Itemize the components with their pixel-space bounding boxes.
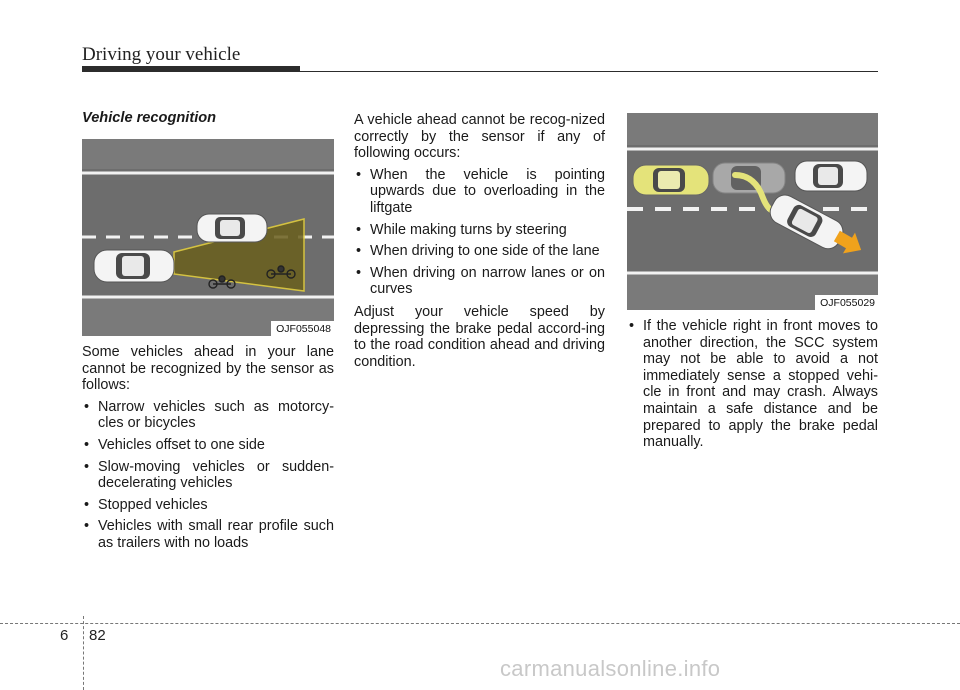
lane-change-figure (627, 113, 878, 310)
intro-paragraph: A vehicle ahead cannot be recog-nized correctly by the sensor if any of following occurs: (354, 112, 605, 162)
list-item: • Vehicles with small rear profile such as trailers with no loads (82, 518, 334, 551)
left-column (82, 110, 334, 127)
closing-paragraph: Adjust your vehicle speed by depressing the brake pedal accord-ing to the road condition ahead and driving condition. (354, 303, 605, 370)
list-item: • If the vehicle right in front moves to another direction, the SCC system may not be able to avoid a not immediately sense a stopped vehi-cle in front and may crash. Always maintain a safe distance and be prepared to apply the brake pedal manually. (627, 318, 878, 451)
bullet-list (82, 399, 334, 552)
page-header-title: Driving your vehicle (82, 44, 241, 65)
chapter-number: 6 (60, 627, 69, 644)
intro-paragraph: Some vehicles ahead in your lane cannot be recognized by the sensor as follows: (82, 344, 334, 394)
right-column-body (627, 313, 878, 451)
header-rule-thin (300, 71, 878, 72)
adjacent-car-icon (197, 214, 267, 242)
list-item: • Stopped vehicles (82, 497, 334, 514)
watermark-text: carmanualsonline.info (500, 656, 721, 681)
bullet-list (627, 318, 878, 451)
middle-column (354, 112, 605, 370)
list-item: • While making turns by steering (354, 222, 605, 239)
figure-code-label: OJF055048 (271, 321, 334, 336)
lane-change-illustration (627, 113, 878, 310)
section-subheading: Vehicle recognition (82, 110, 217, 126)
list-item: • Slow-moving vehicles or sudden-decelerating vehicles (82, 459, 334, 492)
figure-code-label: OJF055029 (815, 295, 878, 310)
list-item: • Narrow vehicles such as motorcy-cles or bicycles (82, 399, 334, 432)
own-car-icon (633, 165, 709, 195)
stopped-car-icon (795, 161, 867, 191)
vehicle-recognition-figure (82, 139, 334, 336)
vehicle-recognition-illustration (82, 139, 334, 336)
footer-dashed-rule (0, 623, 960, 624)
list-item: • Vehicles offset to one side (82, 437, 334, 454)
rear-car-icon (94, 250, 174, 282)
page-number: 82 (89, 627, 106, 644)
list-item: • When driving to one side of the lane (354, 243, 605, 260)
footer-vertical-rule (83, 616, 84, 690)
header-rule-thick (82, 66, 300, 72)
list-item: • When the vehicle is pointing upwards due to overloading in the liftgate (354, 167, 605, 217)
bullet-list (354, 167, 605, 298)
list-item: • When driving on narrow lanes or on curves (354, 265, 605, 298)
left-column-body (82, 344, 334, 552)
